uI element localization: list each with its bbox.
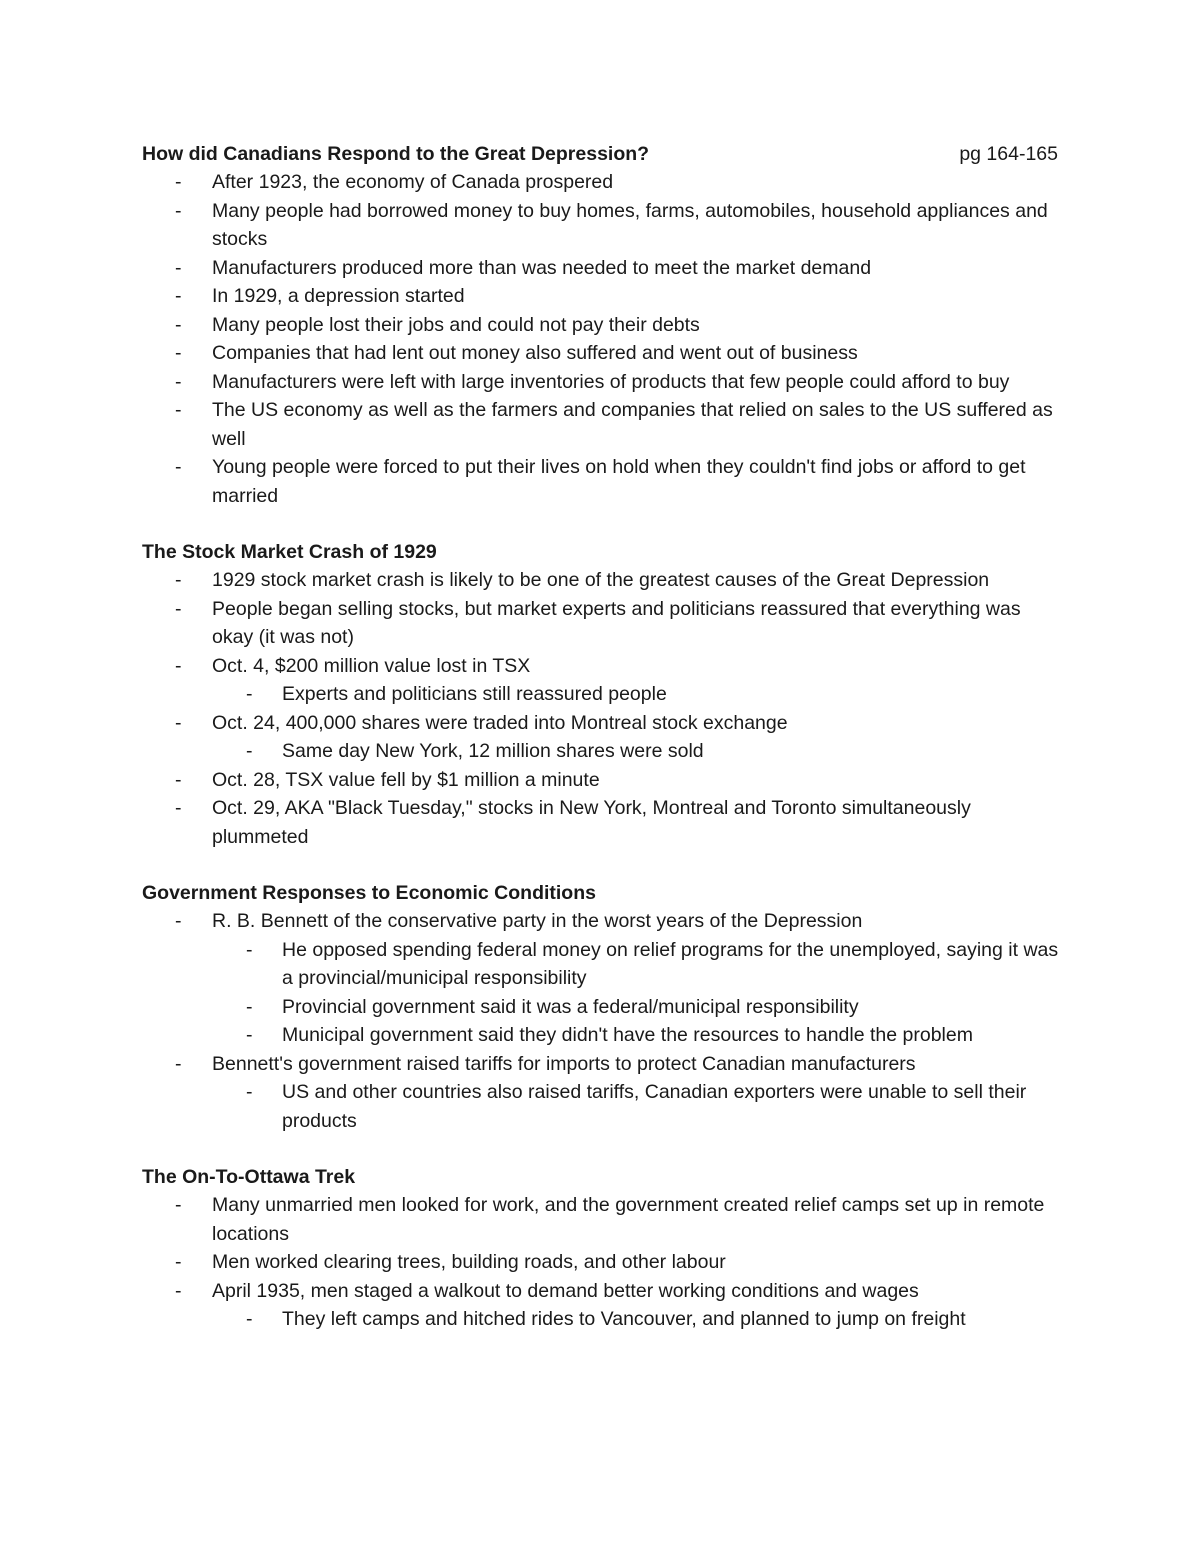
dash-bullet-icon: - [175,1279,182,1302]
sub-bullet-item [142,936,1062,993]
bullet-text: People began selling stocks, but market experts and politicians reassured that everything was okay (it was not) [212,597,1021,648]
section [142,140,1060,510]
dash-bullet-icon: - [175,910,182,932]
page-reference: pg 164-165 [959,143,1058,165]
section-heading: The On-To-Ottawa Trek [142,1166,356,1188]
sub-bullet-item [142,1305,1062,1334]
bullet-item [142,197,1058,254]
bullet-item [142,595,1058,652]
bullet-item [142,254,1058,283]
bullet-item [142,766,1058,795]
bullet-item [142,1050,1058,1079]
dash-bullet-icon: - [246,740,253,762]
dash-bullet-icon: - [246,938,253,961]
dash-bullet-icon: - [175,1251,182,1273]
bullet-text: Many unmarried men looked for work, and the government created relief camps set up in remote locations [212,1194,1045,1245]
dash-bullet-icon: - [175,399,182,421]
dash-bullet-icon: - [175,1194,182,1216]
bullet-item [142,1248,1058,1277]
section-heading: Government Responses to Economic Conditions [142,882,596,904]
dash-bullet-icon: - [175,597,182,620]
bullet-text: Same day New York, 12 million shares were sold [282,740,704,762]
dash-bullet-icon: - [175,797,182,819]
bullet-text: After 1923, the economy of Canada prospered [212,171,614,193]
bullet-item [142,1277,1058,1306]
section-heading: The Stock Market Crash of 1929 [142,541,437,563]
bullet-item [142,453,1058,510]
dash-bullet-icon: - [175,313,182,336]
dash-bullet-icon: - [175,456,182,478]
section [142,538,1060,851]
bullet-item [142,396,1058,453]
bullet-item [142,709,1058,738]
bullet-text: April 1935, men staged a walkout to demand better working conditions and wages [212,1279,919,1302]
bullet-text: Men worked clearing trees, building roads, and other labour [212,1251,726,1273]
sub-bullet-item [142,993,1062,1022]
dash-bullet-icon: - [175,711,182,734]
bullet-list [142,907,1060,1135]
dash-bullet-icon: - [175,654,182,677]
section-heading-row [142,538,1058,566]
bullet-item [142,168,1058,197]
dash-bullet-icon: - [246,1081,253,1103]
sub-bullet-item [142,680,1062,709]
bullet-item [142,311,1058,340]
bullet-text: The US economy as well as the farmers and companies that relied on sales to the US suffered as well [212,399,1053,450]
section-heading-row [142,1163,1058,1191]
dash-bullet-icon: - [175,285,182,307]
bullet-text: Companies that had lent out money also suffered and went out of business [212,342,858,364]
bullet-text: US and other countries also raised tariffs, Canadian exporters were unable to sell their products [282,1081,1027,1132]
bullet-text: Manufacturers produced more than was needed to meet the market demand [212,256,872,279]
section-heading-row [142,140,1058,168]
bullet-item [142,794,1058,851]
bullet-text: In 1929, a depression started [212,285,465,307]
bullet-item [142,339,1058,368]
dash-bullet-icon: - [246,1308,253,1330]
bullet-item [142,282,1058,311]
section-heading-row [142,879,1058,907]
bullet-text: They left camps and hitched rides to Vancouver, and planned to jump on freight [282,1308,966,1330]
bullet-item [142,907,1058,936]
bullet-list [142,566,1060,851]
dash-bullet-icon: - [175,256,182,279]
bullet-list [142,1191,1060,1334]
section-heading: How did Canadians Respond to the Great Depression? [142,143,650,165]
dash-bullet-icon: - [175,370,182,393]
dash-bullet-icon: - [175,1052,182,1075]
bullet-item [142,368,1058,397]
bullet-text: Bennett's government raised tariffs for imports to protect Canadian manufacturers [212,1052,916,1075]
dash-bullet-icon: - [175,768,182,791]
dash-bullet-icon: - [175,171,182,193]
dash-bullet-icon: - [246,683,253,705]
section [142,1163,1060,1334]
section [142,879,1060,1135]
dash-bullet-icon: - [246,1024,253,1046]
dash-bullet-icon: - [175,199,182,222]
bullet-list [142,168,1060,510]
bullet-text: Oct. 29, AKA "Black Tuesday," stocks in New York, Montreal and Toronto simultaneously plummeted [212,797,971,848]
bullet-text: Municipal government said they didn't have the resources to handle the problem [282,1024,973,1046]
bullet-text: Many people had borrowed money to buy homes, farms, automobiles, household appliances and stocks [212,199,1048,250]
dash-bullet-icon: - [175,569,182,591]
sub-bullet-item [142,1021,1062,1050]
bullet-item [142,566,1058,595]
bullet-text: He opposed spending federal money on relief programs for the unemployed, saying it was a provincial/municipal responsibility [282,938,1059,989]
bullet-text: Oct. 24, 400,000 shares were traded into Montreal stock exchange [212,711,788,734]
bullet-text: 1929 stock market crash is likely to be one of the greatest causes of the Great Depression [212,569,990,591]
sub-bullet-item [142,737,1062,766]
bullet-text: Many people lost their jobs and could not pay their debts [212,313,700,336]
dash-bullet-icon: - [246,995,253,1018]
bullet-text: R. B. Bennett of the conservative party in the worst years of the Depression [212,910,863,932]
bullet-item [142,1191,1058,1248]
sub-bullet-item [142,1078,1062,1135]
dash-bullet-icon: - [175,342,182,364]
bullet-text: Provincial government said it was a federal/municipal responsibility [282,995,859,1018]
bullet-text: Oct. 4, $200 million value lost in TSX [212,654,531,677]
bullet-text: Oct. 28, TSX value fell by $1 million a minute [212,768,600,791]
bullet-item [142,652,1058,681]
bullet-text: Manufacturers were left with large inventories of products that few people could afford to buy [212,370,1010,393]
bullet-text: Young people were forced to put their lives on hold when they couldn't find jobs or afford to get married [212,456,1026,507]
bullet-text: Experts and politicians still reassured people [282,683,667,705]
